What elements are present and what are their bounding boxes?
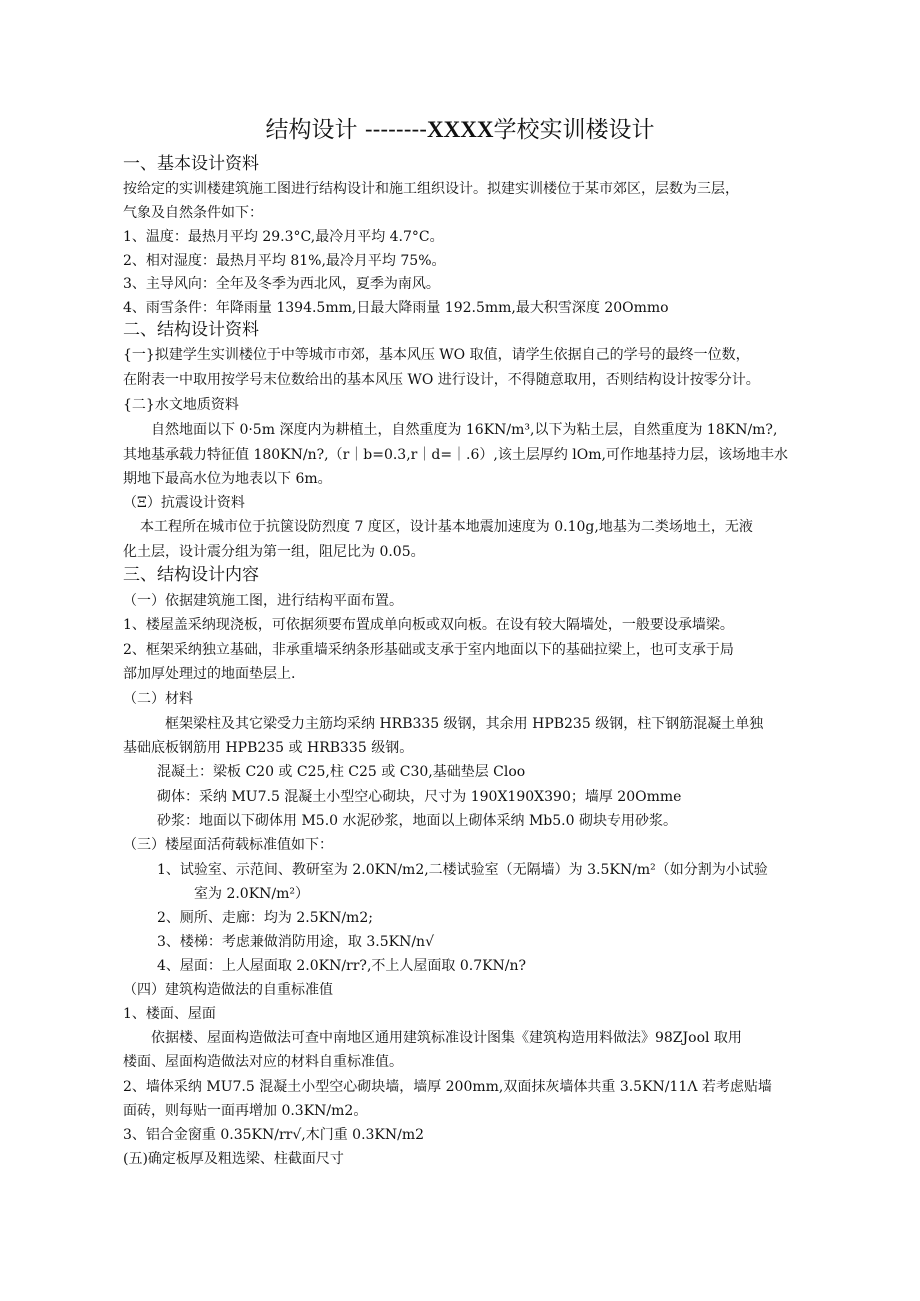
document-title — [0, 114, 920, 146]
list-item: 1、楼面、屋面 — [123, 1006, 216, 1022]
subheading: （Ξ）抗震设计资料 — [123, 495, 245, 511]
paragraph-line: 砂浆：地面以下砌体用 M5.0 水泥砂浆，地面以上砌体采纳 Mb5.0 砌块专用砂浆。 — [157, 813, 677, 829]
paragraph-line: 气象及自然条件如下： — [123, 205, 263, 221]
list-item: 2、墙体采纳 MU7.5 混凝土小型空心砌块墙，墙厚 200mm,双面抹灰墙体共重 3.5KN∕11Λ 若考虑贴墙 — [123, 1079, 772, 1095]
subheading: （二）材料 — [123, 691, 193, 707]
subheading: {二}水文地质资料 — [123, 397, 239, 413]
title-suffix: 学校实训楼设计 — [493, 117, 655, 143]
paragraph-line: 化土层，设计震分组为第一组，阻尼比为 0.05。 — [123, 544, 425, 560]
list-item: 1、楼屋盖采纳现浇板，可依据须要布置成单向板或双向板。在设有较大隔墙处，一般要设承墙梁。 — [123, 617, 734, 633]
list-item: 2、厕所、走廊：均为 2.5KN∕m2; — [157, 910, 373, 926]
list-item: 1、试验室、示范间、教研室为 2.0KN∕m2,二楼试验室（无隔墙）为 3.5KN∕m²（如分割为小试验 — [157, 862, 768, 878]
list-item: 2、相对湿度：最热月平均 81%,最冷月平均 75%。 — [123, 253, 446, 269]
paragraph-line: 期地下最高水位为地表以下 6m。 — [123, 471, 332, 487]
paragraph-line: 砌体：采纳 MU7.5 混凝土小型空心砌块，尺寸为 190X190X390；墙厚 20Omme — [157, 789, 682, 805]
list-item: 1、温度：最热月平均 29.3°C,最冷月平均 4.7°C。 — [123, 229, 444, 245]
list-item: 2、框架采纳独立基础，非承重墙采纳条形基础或支承于室内地面以下的基础拉梁上，也可支承于局 — [123, 642, 734, 658]
subheading: （一）依据建筑施工图，进行结构平面布置。 — [123, 593, 403, 609]
paragraph-line: 部加厚处理过的地面垫层上. — [123, 666, 296, 682]
subheading: （三）楼屋面活荷载标准值如下： — [123, 837, 333, 853]
paragraph-line: 楼面、屋面构造做法对应的材料自重标准值。 — [123, 1054, 403, 1070]
subheading: （四）建筑构造做法的自重标准值 — [123, 982, 333, 998]
paragraph-line: 面砖，则每贴一面再增加 0.3KN/m2。 — [123, 1103, 368, 1119]
subheading: (五)确定板厚及粗选梁、柱截面尺寸 — [123, 1151, 344, 1167]
paragraph-line: {一}拟建学生实训楼位于中等城市市郊，基本风压 WO 取值，请学生依据自己的学号的最终一位数， — [123, 347, 750, 363]
paragraph-line: 混凝土：梁板 C20 或 C25,柱 C25 或 C30,基础垫层 Cloo — [157, 764, 526, 780]
paragraph-line: 按给定的实训楼建筑施工图进行结构设计和施工组织设计。拟建实训楼位于某市郊区，层数为三层， — [123, 181, 739, 197]
list-item: 4、屋面：上人屋面取 2.0KN∕rr?,不上人屋面取 0.7KN/n? — [157, 958, 527, 974]
title-prefix: 结构设计 -------- — [265, 117, 428, 143]
section-heading-basic-data: 一、基本设计资料 — [123, 154, 259, 174]
section-heading-structural-data: 二、结构设计资料 — [123, 320, 259, 340]
paragraph-line: 框架梁柱及其它梁受力主筋均采纳 HRB335 级钢，其余用 HPB235 级钢，柱下钢筋混凝土单独 — [165, 716, 764, 732]
list-item: 3、主导风向：全年及冬季为西北风，夏季为南风。 — [123, 276, 440, 292]
paragraph-line: 自然地面以下 0·5m 深度内为耕植土，自然重度为 16KN∕m³,以下为粘土层，自然重度为 18KN∕m?, — [151, 422, 778, 438]
title-bold: XXXX — [427, 117, 494, 142]
list-item: 3、铝合金窗重 0.35KN∕rr√,木门重 0.3KN∕m2 — [123, 1127, 425, 1143]
paragraph-line: 依据楼、屋面构造做法可查中南地区通用建筑标准设计图集《建筑构造用料做法》98ZJool 取用 — [151, 1030, 742, 1046]
paragraph-line: 基础底板钢筋用 HPB235 或 HRB335 级钢。 — [123, 740, 414, 756]
list-item-continuation: 室为 2.0KN∕m²） — [194, 886, 310, 902]
paragraph-line: 本工程所在城市位于抗箧设防烈度 7 度区，设计基本地震加速度为 0.10g,地基为二类场地土，无液 — [140, 519, 753, 535]
section-heading-design-content: 三、结构设计内容 — [123, 565, 259, 585]
paragraph-line: 在附表一中取用按学号末位数给出的基本风压 WO 进行设计，不得随意取用，否则结构设计按零分计。 — [123, 372, 760, 388]
list-item: 3、楼梯：考虑兼做消防用途，取 3.5KN∕n√ — [157, 934, 434, 950]
list-item: 4、雨雪条件：年降雨量 1394.5mm,日最大降雨量 192.5mm,最大积雪深度 20Ommo — [123, 300, 669, 316]
paragraph-line: 其地基承载力特征值 180KN∕n?,（r｜b=0.3,r｜d=｜.6）,该土层厚约 lOm,可作地基持力层，该场地丰水 — [123, 447, 788, 463]
